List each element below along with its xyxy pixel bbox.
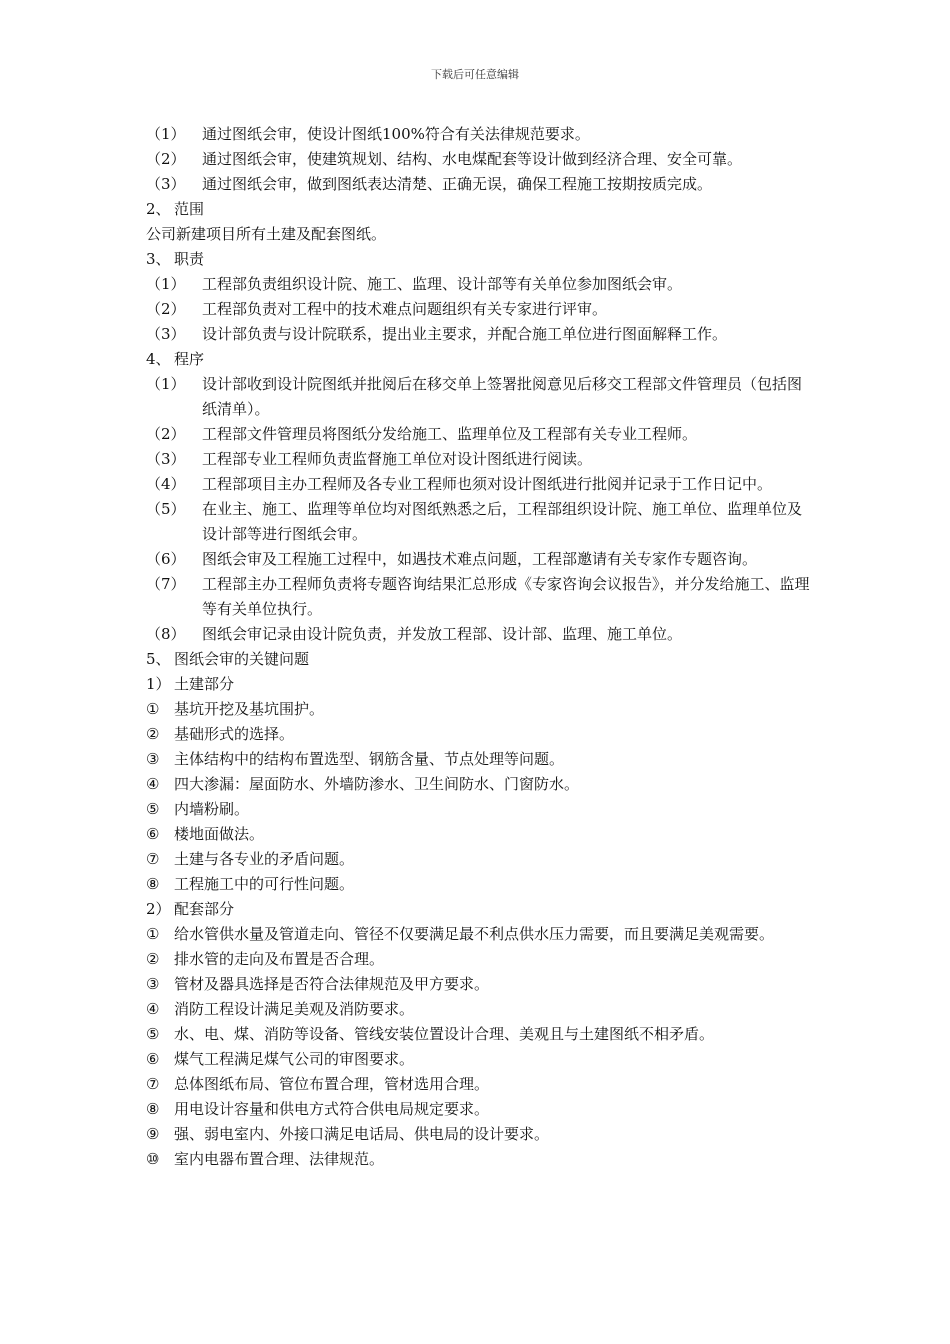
list-item — [146, 797, 816, 822]
item-text: 图纸会审及工程施工过程中，如遇技术难点问题，工程部邀请有关专家作专题咨询。 — [202, 550, 758, 568]
item-number: （4） — [146, 475, 186, 493]
section-heading — [146, 647, 816, 672]
item-number: （3） — [146, 325, 186, 343]
item-text: 土建与各专业的矛盾问题。 — [174, 850, 355, 868]
item-number: （2） — [146, 150, 186, 168]
subsection-title: 土建部分 — [174, 675, 235, 693]
list-item — [146, 547, 816, 572]
list-item — [146, 1022, 816, 1047]
item-text: 总体图纸布局、管位布置合理，管材选用合理。 — [174, 1075, 490, 1093]
item-text: 设计部负责与设计院联系，提出业主要求，并配合施工单位进行图面解释工作。 — [202, 325, 728, 343]
subsection-number: 1） — [146, 675, 171, 693]
item-number: ④ — [146, 775, 160, 793]
item-text: 工程部项目主办工程师及各专业工程师也须对设计图纸进行批阅并记录于工作日记中。 — [202, 475, 773, 493]
section-title: 范围 — [174, 200, 205, 218]
item-text: 管材及器具选择是否符合法律规范及甲方要求。 — [174, 975, 490, 993]
list-item — [146, 372, 816, 422]
paragraph — [146, 222, 816, 247]
item-text: 主体结构中的结构布置选型、钢筋含量、节点处理等问题。 — [174, 750, 565, 768]
item-text: 工程施工中的可行性问题。 — [174, 875, 355, 893]
subsection-heading — [146, 672, 816, 697]
list-item — [146, 572, 816, 622]
item-text: 给水管供水量及管道走向、管径不仅要满足最不利点供水压力需要，而且要满足美观需要。 — [174, 925, 775, 943]
list-item — [146, 1097, 816, 1122]
list-item — [146, 847, 816, 872]
list-item — [146, 472, 816, 497]
list-item — [146, 622, 816, 647]
item-text: 室内电器布置合理、法律规范。 — [174, 1150, 385, 1168]
list-item — [146, 922, 816, 947]
list-item — [146, 1072, 816, 1097]
item-number: ① — [146, 700, 160, 718]
item-text: 图纸会审记录由设计院负责，并发放工程部、设计部、监理、施工单位。 — [202, 625, 683, 643]
item-text: 基础形式的选择。 — [174, 725, 295, 743]
item-text: 排水管的走向及布置是否合理。 — [174, 950, 385, 968]
item-text: 强、弱电室内、外接口满足电话局、供电局的设计要求。 — [174, 1125, 550, 1143]
item-number: ⑤ — [146, 1025, 160, 1043]
item-text: 通过图纸会审，使设计图纸100%符合有关法律规范要求。 — [202, 125, 590, 143]
list-item — [146, 1047, 816, 1072]
list-item — [146, 297, 816, 322]
section-heading — [146, 197, 816, 222]
section-number: 3、 — [146, 250, 171, 268]
item-number: ② — [146, 725, 160, 743]
item-number: ② — [146, 950, 160, 968]
item-number: （3） — [146, 175, 186, 193]
item-text: 内墙粉刷。 — [174, 800, 250, 818]
section-title: 职责 — [174, 250, 205, 268]
item-text: 用电设计容量和供电方式符合供电局规定要求。 — [174, 1100, 490, 1118]
item-number: ⑦ — [146, 850, 160, 868]
item-number: （2） — [146, 300, 186, 318]
item-number: ⑤ — [146, 800, 160, 818]
section-number: 5、 — [146, 650, 171, 668]
item-text: 工程部主办工程师负责将专题咨询结果汇总形成《专家咨询会议报告》，并分发给施工、监理等有关单位执行。 — [202, 575, 810, 618]
item-number: ① — [146, 925, 160, 943]
item-number: ③ — [146, 975, 160, 993]
item-number: ⑥ — [146, 1050, 160, 1068]
item-text: 通过图纸会审，使建筑规划、结构、水电煤配套等设计做到经济合理、安全可靠。 — [202, 150, 743, 168]
item-text: 通过图纸会审，做到图纸表达清楚、正确无误，确保工程施工按期按质完成。 — [202, 175, 713, 193]
item-text: 水、电、煤、消防等设备、管线安装位置设计合理、美观且与土建图纸不相矛盾。 — [174, 1025, 715, 1043]
item-text: 煤气工程满足煤气公司的审图要求。 — [174, 1050, 415, 1068]
list-item — [146, 447, 816, 472]
page-header: 下载后可任意编辑 — [431, 68, 519, 81]
list-item — [146, 272, 816, 297]
item-number: ⑧ — [146, 875, 160, 893]
list-item — [146, 172, 816, 197]
subsection-title: 配套部分 — [174, 900, 235, 918]
list-item — [146, 497, 816, 547]
list-item — [146, 1147, 816, 1172]
list-item — [146, 947, 816, 972]
list-item — [146, 747, 816, 772]
item-number: （1） — [146, 275, 186, 293]
item-number: ⑦ — [146, 1075, 160, 1093]
item-number: （1） — [146, 125, 186, 143]
list-item — [146, 122, 816, 147]
section-title: 程序 — [174, 350, 205, 368]
item-number: （5） — [146, 500, 186, 518]
item-number: （8） — [146, 625, 186, 643]
list-item — [146, 872, 816, 897]
section-number: 4、 — [146, 350, 171, 368]
list-item — [146, 1122, 816, 1147]
section-heading — [146, 247, 816, 272]
item-text: 在业主、施工、监理等单位均对图纸熟悉之后，工程部组织设计院、施工单位、监理单位及设计部等进行图纸会审。 — [202, 500, 803, 543]
item-number: ④ — [146, 1000, 160, 1018]
item-number: ③ — [146, 750, 160, 768]
item-number: ⑥ — [146, 825, 160, 843]
document-body — [146, 122, 816, 1172]
list-item — [146, 822, 816, 847]
item-number: ⑩ — [146, 1150, 160, 1168]
item-number: （1） — [146, 375, 186, 393]
section-number: 2、 — [146, 200, 171, 218]
list-item — [146, 722, 816, 747]
section-heading — [146, 347, 816, 372]
item-text: 工程部文件管理员将图纸分发给施工、监理单位及工程部有关专业工程师。 — [202, 425, 698, 443]
item-number: （2） — [146, 425, 186, 443]
item-number: ⑧ — [146, 1100, 160, 1118]
list-item — [146, 997, 816, 1022]
item-number: （7） — [146, 575, 186, 593]
item-number: ⑨ — [146, 1125, 160, 1143]
item-number: （3） — [146, 450, 186, 468]
item-text: 四大渗漏：屋面防水、外墙防渗水、卫生间防水、门窗防水。 — [174, 775, 580, 793]
section-title: 图纸会审的关键问题 — [174, 650, 310, 668]
item-text: 设计部收到设计院图纸并批阅后在移交单上签署批阅意见后移交工程部文件管理员（包括图纸清单）。 — [202, 375, 803, 418]
list-item — [146, 147, 816, 172]
item-text: 工程部负责对工程中的技术难点问题组织有关专家进行评审。 — [202, 300, 608, 318]
item-text: 基坑开挖及基坑围护。 — [174, 700, 325, 718]
item-text: 工程部专业工程师负责监督施工单位对设计图纸进行阅读。 — [202, 450, 593, 468]
subsection-heading — [146, 897, 816, 922]
list-item — [146, 322, 816, 347]
paragraph-text: 公司新建项目所有土建及配套图纸。 — [146, 225, 387, 243]
subsection-number: 2） — [146, 900, 171, 918]
list-item — [146, 972, 816, 997]
item-text: 楼地面做法。 — [174, 825, 265, 843]
item-number: （6） — [146, 550, 186, 568]
item-text: 消防工程设计满足美观及消防要求。 — [174, 1000, 415, 1018]
list-item — [146, 422, 816, 447]
list-item — [146, 772, 816, 797]
list-item — [146, 697, 816, 722]
item-text: 工程部负责组织设计院、施工、监理、设计部等有关单位参加图纸会审。 — [202, 275, 683, 293]
